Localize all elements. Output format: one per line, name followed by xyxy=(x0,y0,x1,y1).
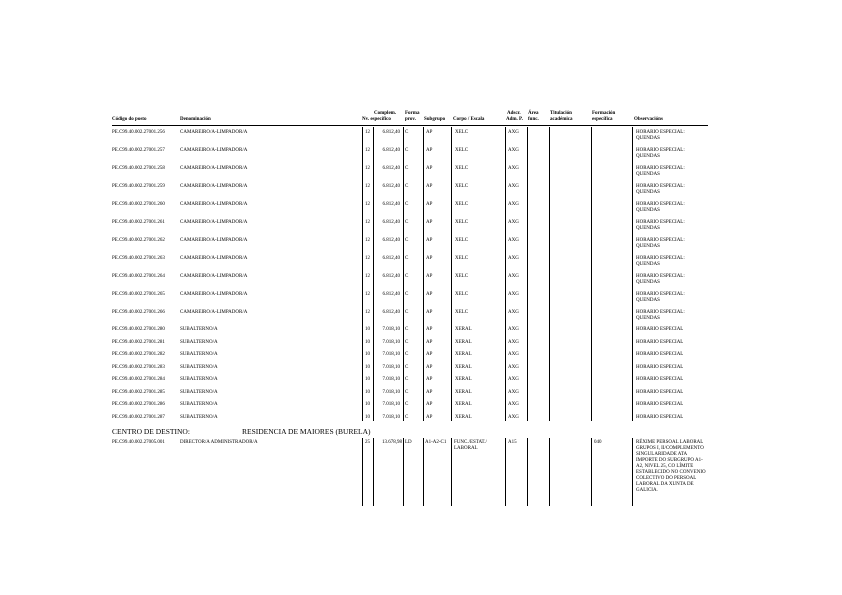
cell-codigo: PE.C99.40.002.27001.284 xyxy=(112,377,165,382)
cell-forma: AP xyxy=(426,352,433,357)
cell-denominacion: CAMAREIRO/A-LIMPADOR/A xyxy=(180,202,248,207)
cell-forma: AP xyxy=(426,166,433,171)
cell-nivel: 12 xyxy=(365,220,370,225)
cell-adscr: AXG xyxy=(508,389,519,395)
cell-c: C xyxy=(405,130,409,135)
cell-forma: AP xyxy=(426,402,433,407)
cell-c: C xyxy=(405,414,409,420)
cell-denominacion: CAMAREIRO/A-LIMPADOR/A xyxy=(180,256,248,261)
cell-codigo: PE.C99.40.002.27001.257 xyxy=(112,148,165,153)
cell-corpo: FUNC./ESTAT./ LABORAL xyxy=(454,440,487,451)
cell-observacions: HORARIO ESPECIAL: QUENDAS xyxy=(636,238,685,249)
cell-denominacion: CAMAREIRO/A-LIMPADOR/A xyxy=(180,148,248,153)
cell-codigo: PE.C99.40.002.27001.283 xyxy=(112,364,165,370)
cell-observacions: HORARIO ESPECIAL xyxy=(636,402,684,407)
cell-observacions: HORARIO ESPECIAL xyxy=(636,389,684,395)
cell-adscr: AXG xyxy=(508,310,519,315)
cell-corpo: XERAL xyxy=(455,389,472,395)
cell-adscr: AXG xyxy=(508,202,519,207)
cell-c: C xyxy=(405,220,409,225)
cell-c: C xyxy=(405,377,409,382)
col-header-adm-p: Adm. P. xyxy=(506,117,523,122)
cell-corpo: XELC xyxy=(455,130,469,135)
cell-c: C xyxy=(405,292,409,297)
cell-corpo: XERAL xyxy=(455,402,472,407)
cell-codigo: PE.C99.40.002.27005.001 xyxy=(112,440,165,445)
cell-observacions: HORARIO ESPECIAL: QUENDAS xyxy=(636,310,685,321)
cell-denominacion: CAMAREIRO/A-LIMPADOR/A xyxy=(180,166,248,171)
cell-corpo: XELC xyxy=(455,256,469,261)
col-header-subgrupo: Subgrupo xyxy=(424,117,446,122)
cell-corpo: XERAL xyxy=(455,352,472,357)
cell-codigo: PE.C99.40.002.27001.256 xyxy=(112,130,165,135)
cell-nivel: 10 xyxy=(365,414,370,420)
cell-complemento: 7.018,10 xyxy=(382,414,400,420)
cell-adscr: AXG xyxy=(508,238,519,243)
cell-nivel: 12 xyxy=(365,202,370,207)
cell-denominacion: SUBALTERNO/A xyxy=(180,352,218,357)
col-header-academica: académica xyxy=(550,117,573,122)
cell-nivel: 10 xyxy=(365,377,370,382)
cell-nivel: 12 xyxy=(365,292,370,297)
cell-adscr: A15 xyxy=(508,440,517,445)
col-header-denominacion: Denominación xyxy=(180,117,211,122)
cell-observacions: HORARIO ESPECIAL: QUENDAS xyxy=(636,148,685,159)
cell-adscr: AXG xyxy=(508,256,519,261)
cell-complemento: 6.812,40 xyxy=(382,310,400,315)
cell-denominacion: CAMAREIRO/A-LIMPADOR/A xyxy=(180,238,248,243)
cell-forma: AP xyxy=(426,292,433,297)
cell-corpo: XELC xyxy=(455,292,469,297)
cell-codigo: PE.C99.40.002.27001.265 xyxy=(112,292,165,297)
cell-codigo: PE.C99.40.002.27001.262 xyxy=(112,238,165,243)
cell-nivel: 12 xyxy=(365,238,370,243)
cell-c: C xyxy=(405,327,409,332)
cell-corpo: XELC xyxy=(455,148,469,153)
cell-nivel: 10 xyxy=(365,389,370,395)
cell-denominacion: CAMAREIRO/A-LIMPADOR/A xyxy=(180,274,248,279)
col-header-adscr: Adscr. xyxy=(507,111,521,116)
cell-complemento: 6.812,40 xyxy=(382,166,400,171)
cell-observacions: HORARIO ESPECIAL: QUENDAS xyxy=(636,166,685,177)
cell-denominacion: SUBALTERNO/A xyxy=(180,377,218,382)
cell-codigo: PE.C99.40.002.27001.259 xyxy=(112,184,165,189)
cell-codigo: PE.C99.40.002.27001.266 xyxy=(112,310,165,315)
cell-observacions: HORARIO ESPECIAL: QUENDAS xyxy=(636,130,685,141)
col-header-prov: prov. xyxy=(405,117,416,122)
cell-denominacion: SUBALTERNO/A xyxy=(180,402,218,407)
cell-corpo: XERAL xyxy=(455,327,472,332)
cell-corpo: XELC xyxy=(455,202,469,207)
cell-complemento: 6.812,40 xyxy=(382,130,400,135)
cell-complemento: 6.812,40 xyxy=(382,238,400,243)
cell-denominacion: CAMAREIRO/A-LIMPADOR/A xyxy=(180,220,248,225)
cell-codigo: PE.C99.40.002.27001.282 xyxy=(112,352,165,357)
col-header-complem: Complem. xyxy=(374,111,397,116)
cell-nivel: 10 xyxy=(365,364,370,370)
cell-observacions: RÉXIME PERSOAL LABORAL GRUPOS I, II/COMPLEMENTO SINGULARIDADE ATA IMPORTE DO SUBGRUPO A1-A2, NIVEL 25, CO LÍMITE ESTABLECIDO NO CONVENIO COLECTIVO DO PERSOAL LABORAL DA XUNTA DE GALICIA. xyxy=(636,440,706,493)
cell-complemento: 7.018,10 xyxy=(382,352,400,357)
cell-c: C xyxy=(405,389,409,395)
col-header-area: Área xyxy=(528,111,539,116)
cell-nivel: 10 xyxy=(365,339,370,345)
cell-adscr: AXG xyxy=(508,339,519,345)
col-header-codigo: Código do posto xyxy=(112,117,147,122)
cell-forma: AP xyxy=(426,184,433,189)
cell-observacions: HORARIO ESPECIAL xyxy=(636,327,684,332)
cell-denominacion: CAMAREIRO/A-LIMPADOR/A xyxy=(180,292,248,297)
cell-observacions: HORARIO ESPECIAL: QUENDAS xyxy=(636,220,685,231)
cell-corpo: XELC xyxy=(455,238,469,243)
cell-corpo: XELC xyxy=(455,220,469,225)
col-header-corpo-escala: Corpo / Escala xyxy=(453,117,485,122)
cell-complemento: 7.018,10 xyxy=(382,389,400,395)
cell-formacion: 040 xyxy=(594,440,602,445)
cell-complemento: 7.018,10 xyxy=(382,402,400,407)
cell-c: C xyxy=(405,256,409,261)
cell-adscr: AXG xyxy=(508,327,519,332)
cell-denominacion: SUBALTERNO/A xyxy=(180,339,218,345)
cell-denominacion: SUBALTERNO/A xyxy=(180,389,218,395)
cell-adscr: AXG xyxy=(508,148,519,153)
cell-forma: AP xyxy=(426,238,433,243)
cell-adscr: AXG xyxy=(508,364,519,370)
cell-nivel: 12 xyxy=(365,274,370,279)
cell-forma: AP xyxy=(426,327,433,332)
cell-codigo: PE.C99.40.002.27001.264 xyxy=(112,274,165,279)
cell-c: C xyxy=(405,352,409,357)
col-header-nv-especifico: Nv. específico xyxy=(362,117,391,122)
col-header-forma: Forma xyxy=(405,111,420,116)
cell-observacions: HORARIO ESPECIAL: QUENDAS xyxy=(636,292,685,303)
cell-observacions: HORARIO ESPECIAL: QUENDAS xyxy=(636,274,685,285)
cell-nivel: 12 xyxy=(365,184,370,189)
cell-nivel: 10 xyxy=(365,352,370,357)
cell-observacions: HORARIO ESPECIAL: QUENDAS xyxy=(636,256,685,267)
col-header-func: func. xyxy=(528,117,539,122)
cell-subgrupo: A1-A2-C1 xyxy=(425,440,447,445)
cell-complemento: 6.812,40 xyxy=(382,148,400,153)
cell-adscr: AXG xyxy=(508,274,519,279)
cell-c: C xyxy=(405,238,409,243)
cell-adscr: AXG xyxy=(508,292,519,297)
cell-nivel: 12 xyxy=(365,130,370,135)
cell-complemento: 6.812,40 xyxy=(382,292,400,297)
cell-codigo: PE.C99.40.002.27001.258 xyxy=(112,166,165,171)
cell-complemento: 6.812,40 xyxy=(382,256,400,261)
col-header-titulacion: Titulación xyxy=(550,111,572,116)
cell-complemento: 6.812,40 xyxy=(382,202,400,207)
cell-adscr: AXG xyxy=(508,402,519,407)
cell-corpo: XELC xyxy=(455,166,469,171)
cell-denominacion: CAMAREIRO/A-LIMPADOR/A xyxy=(180,184,248,189)
cell-adscr: AXG xyxy=(508,220,519,225)
cell-forma: AP xyxy=(426,130,433,135)
cell-denominacion: SUBALTERNO/A xyxy=(180,327,218,332)
cell-adscr: AXG xyxy=(508,377,519,382)
cell-codigo: PE.C99.40.002.27001.285 xyxy=(112,389,165,395)
cell-forma: AP xyxy=(426,202,433,207)
header-rule xyxy=(112,125,708,126)
cell-corpo: XERAL xyxy=(455,339,472,345)
cell-complemento: 7.018,10 xyxy=(382,339,400,345)
cell-denominacion: CAMAREIRO/A-LIMPADOR/A xyxy=(180,310,248,315)
cell-nivel: 12 xyxy=(365,148,370,153)
cell-corpo: XELC xyxy=(455,310,469,315)
cell-denominacion: SUBALTERNO/A xyxy=(180,414,218,420)
cell-corpo: XERAL xyxy=(455,377,472,382)
cell-corpo: XERAL xyxy=(455,364,472,370)
cell-forma: AP xyxy=(426,339,433,345)
cell-denominacion: DIRECTOR/A ADMINISTRADOR/A xyxy=(180,440,258,445)
cell-denominacion: CAMAREIRO/A-LIMPADOR/A xyxy=(180,130,248,135)
cell-codigo: PE.C99.40.002.27001.260 xyxy=(112,202,165,207)
cell-codigo: PE.C99.40.002.27001.280 xyxy=(112,327,165,332)
cell-forma: AP xyxy=(426,377,433,382)
cell-codigo: PE.C99.40.002.27001.261 xyxy=(112,220,165,225)
cell-observacions: HORARIO ESPECIAL xyxy=(636,352,684,357)
cell-corpo: XELC xyxy=(455,274,469,279)
cell-observacions: HORARIO ESPECIAL: QUENDAS xyxy=(636,184,685,195)
cell-codigo: PE.C99.40.002.27001.263 xyxy=(112,256,165,261)
cell-nivel: 12 xyxy=(365,310,370,315)
cell-codigo: PE.C99.40.002.27001.286 xyxy=(112,402,165,407)
cell-corpo: XELC xyxy=(455,184,469,189)
cell-c: C xyxy=(405,166,409,171)
cell-forma: AP xyxy=(426,220,433,225)
cell-c: C xyxy=(405,274,409,279)
cell-adscr: AXG xyxy=(508,130,519,135)
cell-denominacion: SUBALTERNO/A xyxy=(180,364,218,370)
cell-adscr: AXG xyxy=(508,352,519,357)
cell-c: C xyxy=(405,202,409,207)
cell-forma: AP xyxy=(426,364,433,370)
cell-nivel: 12 xyxy=(365,166,370,171)
col-header-especifica: específica xyxy=(592,117,613,122)
cell-complemento: 7.018,10 xyxy=(382,364,400,370)
cell-observacions: HORARIO ESPECIAL xyxy=(636,339,684,345)
cell-complemento: 7.018,10 xyxy=(382,377,400,382)
cell-codigo: PE.C99.40.002.27001.287 xyxy=(112,414,165,420)
cell-complemento: 6.812,40 xyxy=(382,220,400,225)
cell-adscr: AXG xyxy=(508,414,519,420)
cell-complemento: 13.678,98 xyxy=(382,440,402,445)
cell-nivel: 10 xyxy=(365,402,370,407)
centro-destino-name: RESIDENCIA DE MAIORES (BURELA) xyxy=(242,427,371,436)
cell-nivel: 25 xyxy=(365,440,370,445)
centro-destino-label: CENTRO DE DESTINO: xyxy=(112,427,190,436)
cell-adscr: AXG xyxy=(508,166,519,171)
cell-corpo: XERAL xyxy=(455,414,472,420)
cell-forma: AP xyxy=(426,148,433,153)
cell-c: C xyxy=(405,364,409,370)
cell-observacions: HORARIO ESPECIAL xyxy=(636,364,684,370)
cell-complemento: 6.812,40 xyxy=(382,184,400,189)
cell-forma: LD xyxy=(405,440,412,445)
cell-nivel: 12 xyxy=(365,256,370,261)
cell-observacions: HORARIO ESPECIAL: QUENDAS xyxy=(636,202,685,213)
cell-forma: AP xyxy=(426,414,433,420)
cell-forma: AP xyxy=(426,256,433,261)
cell-c: C xyxy=(405,310,409,315)
cell-forma: AP xyxy=(426,389,433,395)
cell-c: C xyxy=(405,339,409,345)
cell-forma: AP xyxy=(426,310,433,315)
cell-c: C xyxy=(405,402,409,407)
cell-complemento: 6.812,40 xyxy=(382,274,400,279)
cell-complemento: 7.018,10 xyxy=(382,327,400,332)
cell-nivel: 10 xyxy=(365,327,370,332)
col-header-observacions: Observacións xyxy=(634,117,663,122)
cell-c: C xyxy=(405,184,409,189)
cell-observacions: HORARIO ESPECIAL xyxy=(636,377,684,382)
col-header-formacion: Formación xyxy=(592,111,616,116)
cell-codigo: PE.C99.40.002.27001.281 xyxy=(112,339,165,345)
cell-observacions: HORARIO ESPECIAL xyxy=(636,414,684,420)
cell-c: C xyxy=(405,148,409,153)
cell-forma: AP xyxy=(426,274,433,279)
cell-adscr: AXG xyxy=(508,184,519,189)
